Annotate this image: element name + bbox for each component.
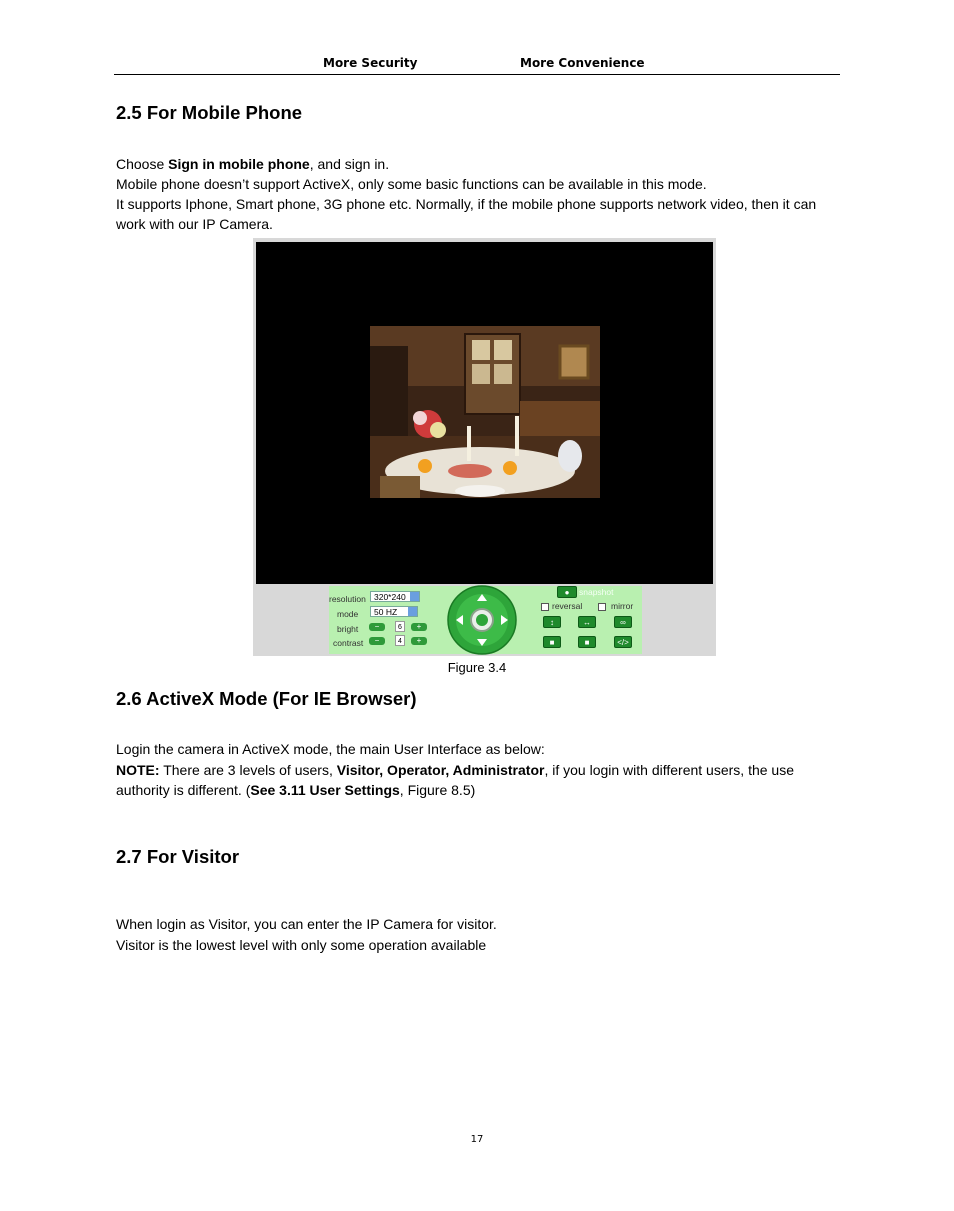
bright-value: 6 [395, 621, 405, 632]
snapshot-icon[interactable]: ● [557, 586, 577, 598]
mobile-view-figure [253, 238, 716, 656]
stop-button[interactable]: ■ [543, 636, 561, 648]
control-panel [329, 586, 642, 654]
code-button[interactable]: </> [614, 636, 632, 648]
bright-label: bright [337, 624, 359, 634]
text: , if you login with different users, the use authority is different. ( [116, 762, 794, 798]
section-title-visitor: 2.7 For Visitor [116, 846, 240, 867]
vertical-flip-button[interactable]: ↕ [543, 616, 561, 628]
paragraph-note [116, 760, 840, 800]
resolution-select[interactable] [370, 591, 420, 602]
paragraph-choose [116, 154, 840, 174]
horizontal-flip-button[interactable]: ↔ [578, 616, 596, 628]
resolution-label: resolution [329, 594, 366, 604]
dropdown-icon [410, 592, 419, 601]
resolution-value: 320*240 [374, 592, 406, 602]
header-right-text: More Convenience [520, 56, 645, 70]
dropdown-icon [408, 607, 417, 616]
reversal-checkbox[interactable] [541, 603, 549, 611]
bold-text: Visitor, Operator, Administrator [336, 762, 545, 778]
patrol-button[interactable]: ∞ [614, 616, 632, 628]
bright-decrease-button[interactable]: − [369, 623, 385, 631]
text: , and sign in. [309, 156, 390, 172]
header-left-text: More Security [323, 56, 418, 70]
paragraph-visitor-login: When login as Visitor, you can enter the IP Camera for visitor. [116, 916, 497, 932]
bold-text: Sign in mobile phone [168, 156, 310, 172]
snapshot-label: snapshot [579, 587, 614, 597]
text: Choose [116, 156, 169, 172]
mode-label: mode [337, 609, 359, 619]
contrast-decrease-button[interactable]: − [369, 637, 385, 645]
reversal-label: reversal [552, 601, 583, 611]
paragraph-no-activex: Mobile phone doesn’t support ActiveX, only some basic functions can be available in this mode. [116, 176, 707, 192]
camera-image [370, 326, 600, 498]
note-label: NOTE: [116, 762, 160, 778]
contrast-value: 4 [395, 635, 405, 646]
section-title-activex: 2.6 ActiveX Mode (For IE Browser) [116, 688, 417, 709]
text: , Figure 8.5) [399, 782, 476, 798]
mode-select[interactable] [370, 606, 418, 617]
paragraph-login-activex: Login the camera in ActiveX mode, the main User Interface as below: [116, 741, 545, 757]
mirror-checkbox[interactable] [598, 603, 606, 611]
paragraph-visitor-level: Visitor is the lowest level with only some operation available [116, 937, 487, 953]
contrast-increase-button[interactable]: + [411, 637, 427, 645]
text: There are 3 levels of users, [159, 762, 337, 778]
paragraph-supports: It supports Iphone, Smart phone, 3G phone etc. Normally, if the mobile phone supports network video, then it can work with our IP Camera. [116, 196, 817, 232]
stop-patrol-button[interactable]: ■ [578, 636, 596, 648]
mode-value: 50 HZ [374, 607, 398, 617]
page-number: 17 [470, 1134, 484, 1145]
contrast-label: contrast [333, 638, 364, 648]
video-area [256, 242, 713, 584]
mirror-label: mirror [611, 601, 634, 611]
bright-increase-button[interactable]: + [411, 623, 427, 631]
bold-text: See 3.11 User Settings [250, 782, 400, 798]
section-title-mobile: 2.5 For Mobile Phone [116, 102, 303, 123]
page-header [114, 54, 840, 75]
ptz-control-pad[interactable] [446, 585, 518, 655]
figure-caption: Figure 3.4 [447, 660, 507, 675]
